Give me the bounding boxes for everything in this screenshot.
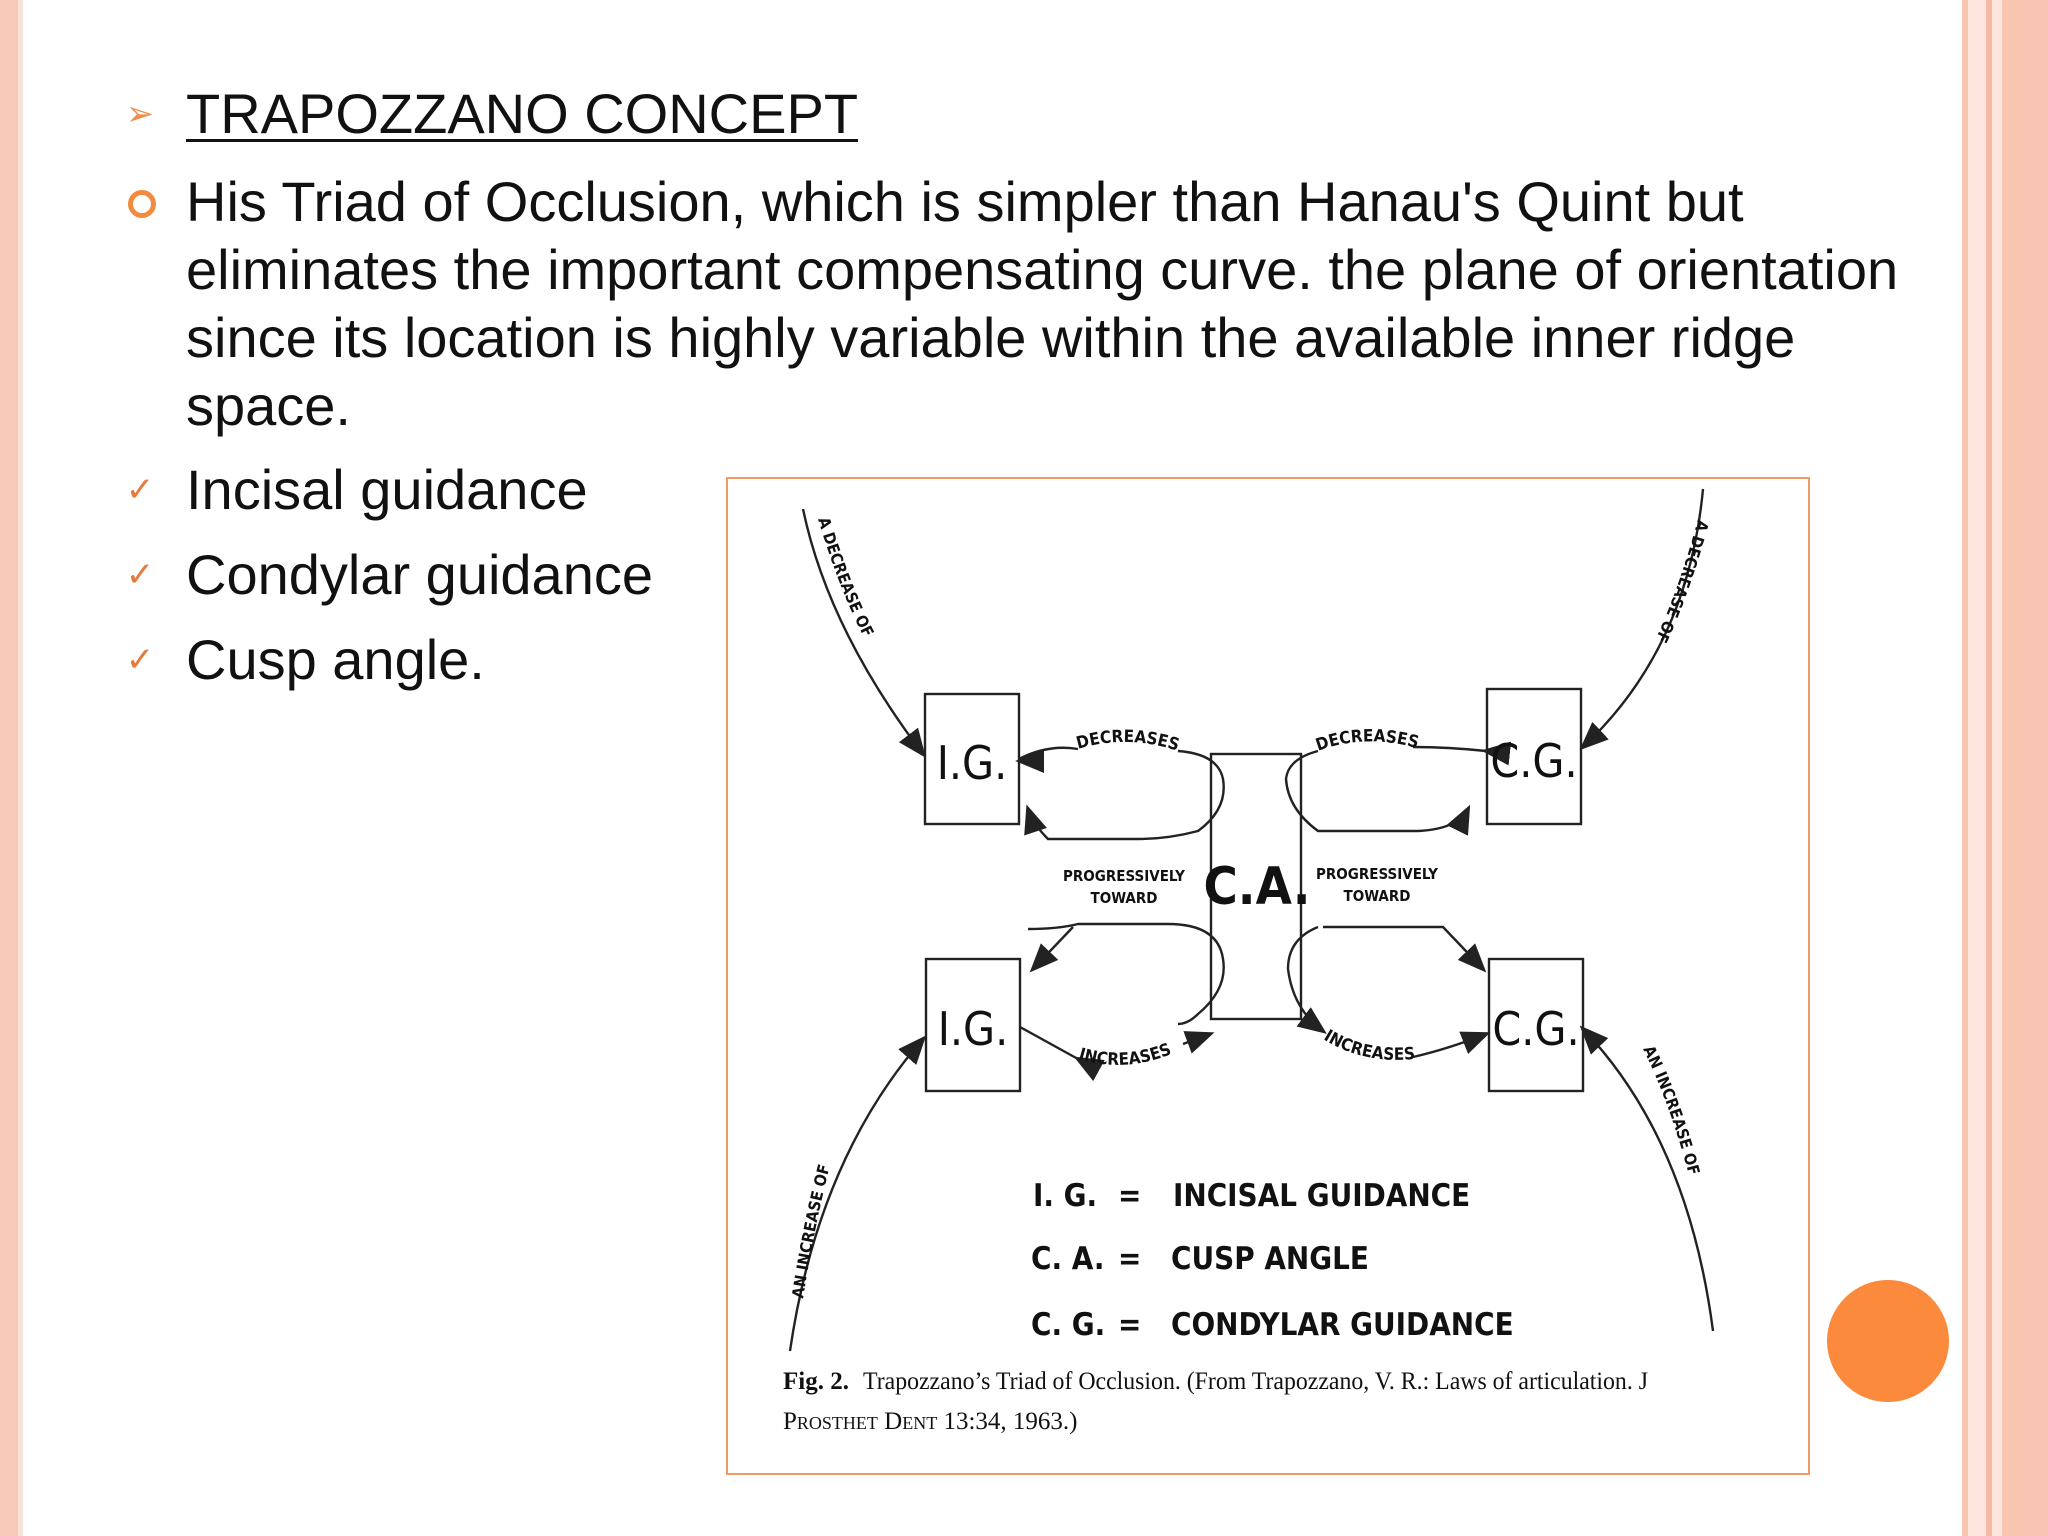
legend-eq-3: = xyxy=(1118,1307,1142,1343)
figure-legend xyxy=(1031,1178,1514,1343)
slide-border-right-4 xyxy=(1992,0,2002,1536)
paragraph xyxy=(186,168,1946,440)
progressively-label-right: PROGRESSIVELY xyxy=(1316,865,1438,883)
increase-of-label-left: AN INCREASE OF xyxy=(788,1162,834,1300)
slide-border-right-2 xyxy=(1968,0,1986,1536)
figure-caption xyxy=(783,1368,1648,1435)
decreases-label-right: DECREASES xyxy=(1313,726,1421,756)
cg-label-top: C.G. xyxy=(1490,734,1578,788)
checklist-item-label: Incisal guidance xyxy=(186,458,588,521)
caption-line-1: Trapozzano’s Triad of Occlusion. (From Trapozzano, V. R.: Laws of articulation. J xyxy=(863,1368,1649,1395)
slide-border-right-5 xyxy=(2002,0,2048,1536)
checklist-item-label: Condylar guidance xyxy=(186,543,653,606)
slide-heading: TRAPOZZANO CONCEPT xyxy=(186,82,859,145)
paragraph-row xyxy=(120,168,1950,448)
paragraph-line-2: eliminates the important compensating curve. the plane of orientation xyxy=(186,238,1899,301)
decrease-of-label-right: A DECREASE OF xyxy=(1651,518,1713,646)
cg-label-bottom: C.G. xyxy=(1492,1002,1580,1056)
legend-meaning-3: CONDYLAR GUIDANCE xyxy=(1171,1307,1514,1343)
triad-diagram xyxy=(728,479,1812,1477)
legend-abbr-1: I. G. xyxy=(1033,1178,1098,1214)
arrowhead-bullet-icon: ➢ xyxy=(125,95,155,133)
legend-meaning-2: CUSP ANGLE xyxy=(1171,1241,1369,1277)
increase-of-label-right: AN INCREASE OF xyxy=(1639,1042,1704,1178)
ca-label: C.A. xyxy=(1203,857,1311,917)
decorative-orange-circle xyxy=(1827,1280,1949,1402)
ig-label-bottom: I.G. xyxy=(937,1002,1009,1056)
checkmark-icon: ✓ xyxy=(125,641,155,679)
caption-fig-number: Fig. 2. xyxy=(783,1368,849,1395)
decreases-label-left: DECREASES xyxy=(1074,726,1182,756)
legend-eq-2: = xyxy=(1118,1241,1142,1277)
legend-eq-1: = xyxy=(1118,1178,1142,1214)
toward-label-right: TOWARD xyxy=(1343,887,1411,905)
increases-label-left: INCREASES xyxy=(1076,1039,1174,1071)
checklist-item-label: Cusp angle. xyxy=(186,628,485,691)
legend-abbr-3: C. G. xyxy=(1031,1307,1106,1343)
slide-border-left xyxy=(0,0,18,1536)
triad-figure xyxy=(726,477,1810,1475)
progressively-label-left: PROGRESSIVELY xyxy=(1063,867,1185,885)
paragraph-line-1: His Triad of Occlusion, which is simpler than Hanau's Quint but xyxy=(186,170,1744,233)
decrease-of-label-left: A DECREASE OF xyxy=(814,514,878,640)
checkmark-icon: ✓ xyxy=(125,471,155,509)
slide-border-left-inner xyxy=(18,0,23,1536)
paragraph-line-4: space. xyxy=(186,374,351,437)
checkmark-icon: ✓ xyxy=(125,556,155,594)
ig-label-top: I.G. xyxy=(936,736,1008,790)
ring-bullet-icon xyxy=(128,190,156,218)
legend-abbr-2: C. A. xyxy=(1031,1241,1105,1277)
increases-label-right: INCREASES xyxy=(1320,1026,1416,1065)
caption-line-2: Prosthet Dent 13:34, 1963.) xyxy=(783,1408,1078,1435)
legend-meaning-1: INCISAL GUIDANCE xyxy=(1173,1178,1471,1214)
paragraph-line-3: since its location is highly variable within the available inner ridge xyxy=(186,306,1796,369)
toward-label-left: TOWARD xyxy=(1090,889,1158,907)
